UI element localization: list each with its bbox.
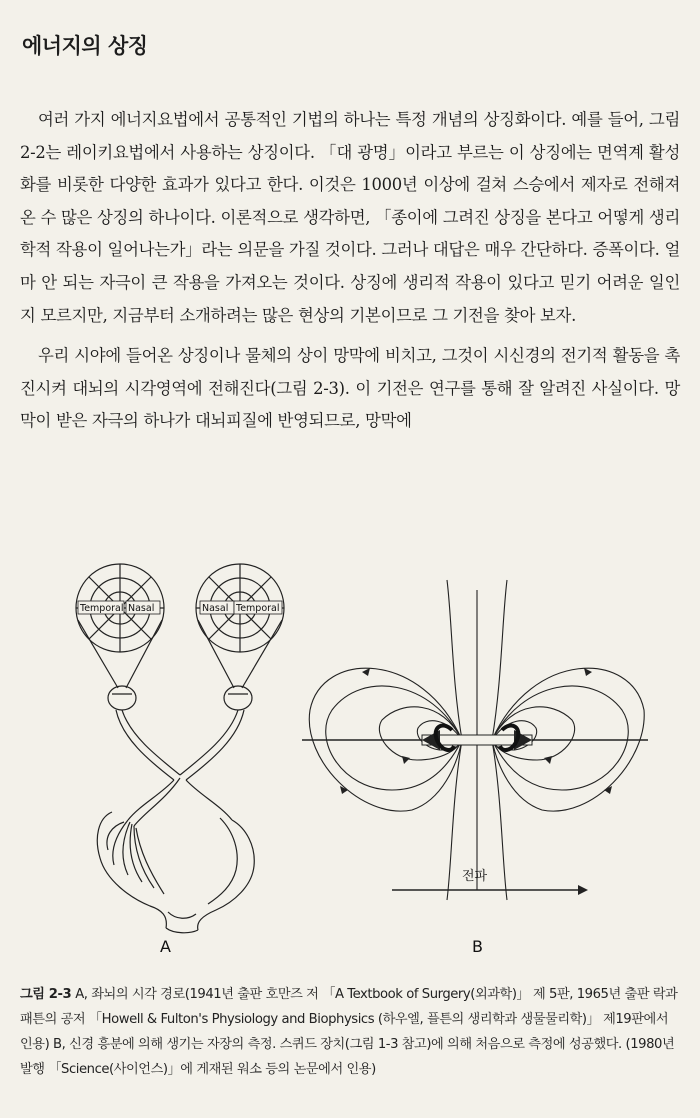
propagation-label: 전파: [462, 869, 488, 884]
label-temporal-left: Temporal: [80, 603, 124, 614]
label-nasal-right: Nasal: [202, 603, 229, 614]
body-text: [20, 104, 680, 438]
figure-b-label: B: [472, 937, 483, 956]
figure-a-label: A: [160, 937, 171, 956]
label-nasal-left: Nasal: [128, 603, 155, 614]
visual-pathway-diagram: [50, 560, 330, 960]
label-temporal-right: Temporal: [236, 603, 280, 614]
paragraph-2: 우리 시야에 들어온 상징이나 물체의 상이 망막에 비치고, 그것이 시신경의 전기적 활동을 촉진시켜 대뇌의 시각영역에 전해진다(그림 2-3). 이 기전은 연구를 통해 잘 알려진 사실이다. 망막이 받은 자극의 하나가 대뇌피질에 반영되므로, 망막에: [20, 346, 680, 431]
caption-text: A, 좌뇌의 시각 경로(1941년 출판 호만즈 저 「A Textbook of Surgery(외과학)」 제 5판, 1965년 출판 락과 패튼의 공저 「Howell & Fulton's Physiology and Biophysics (하우엘, 플튼의 생리학과 생물물리학)」 제19판에서 인용) B, 신경 흥분에 의해 생기는 자장의 측정. 스퀴드 장치(그림 1-3 참고)에 의해 처음으로 측정에 성공했다. (1980년 발행 「Science(사이언스)」에 게재된 워소 등의 논문에서 인용): [20, 987, 678, 1077]
paragraph-1: 여러 가지 에너지요법에서 공통적인 기법의 하나는 특정 개념의 상징화이다. 예를 들어, 그림 2-2는 레이키요법에서 사용하는 상징이다. 「대 광명」이라고 부르는 이 상징에는 면역계 활성화를 비롯한 다양한 효과가 있다고 한다. 이것은 1000년 이상에 걸쳐 스승에서 제자로 전해져 온 수 많은 상징의 하나이다. 이론적으로 생각하면, 「종이에 그려진 상징을 본다고 어떻게 생리학적 작용이 일어나는가」라는 의문을 가질 것이다. 그러나 대답은 매우 간단하다. 증폭이다. 얼마 안 되는 자극이 큰 작용을 가져오는 것이다. 상징에 생리적 작용이 있다고 믿기 어려운 일인지 모르지만, 지금부터 소개하려는 많은 현상의 기본이므로 그 기전을 찾아 보자.: [20, 110, 680, 325]
figure-2-3: [40, 560, 660, 960]
magnetic-field-diagram: [302, 560, 648, 960]
figure-caption: [20, 982, 682, 1082]
section-heading: 에너지의 상징: [22, 34, 148, 58]
caption-label: 그림 2-3: [20, 987, 72, 1002]
